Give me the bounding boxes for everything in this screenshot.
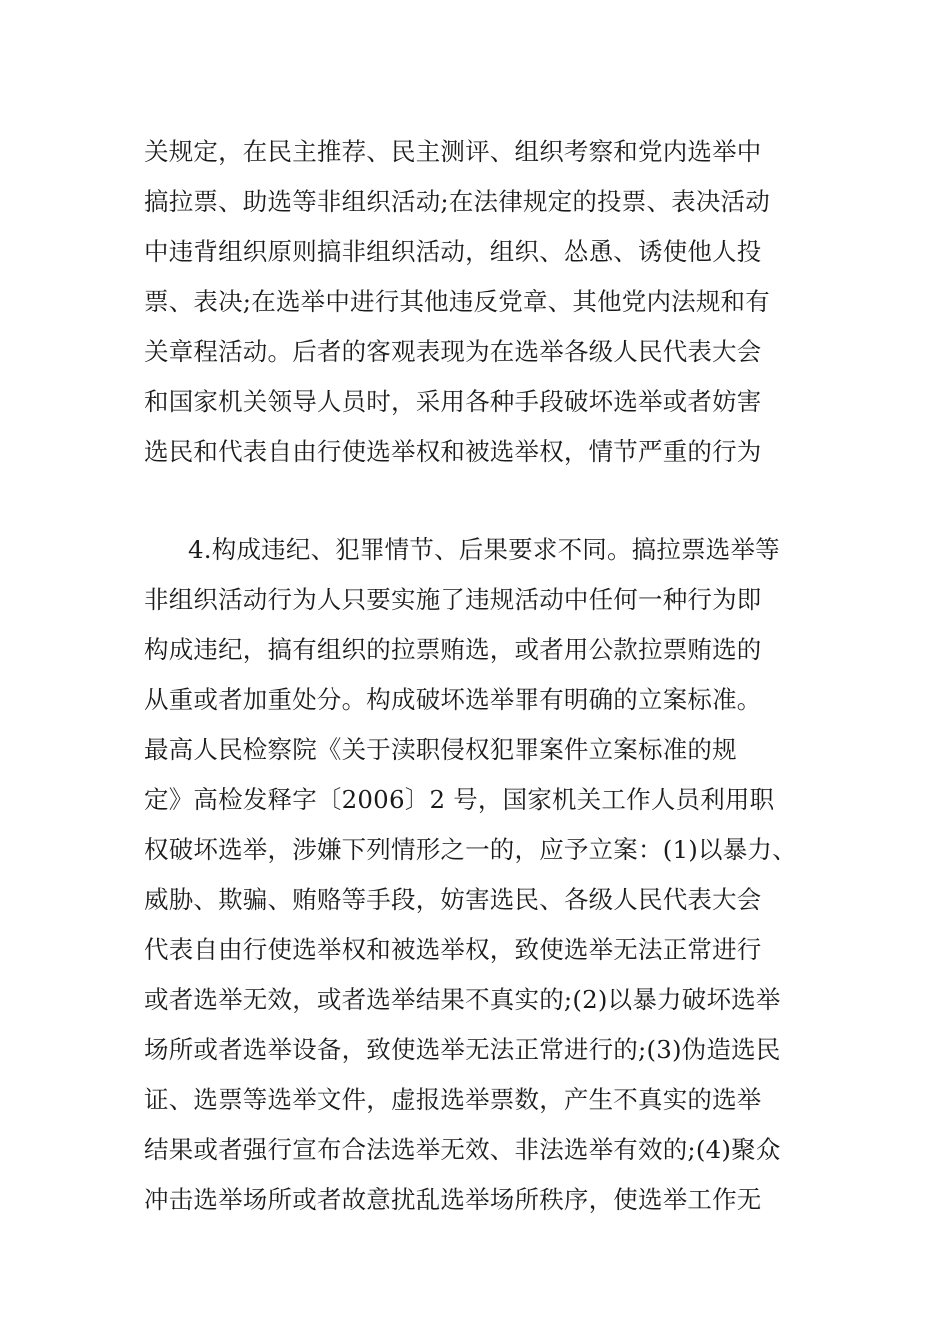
paragraph-1-line-6: 和国家机关领导人员时，采用各种手段破坏选举或者妨害	[144, 387, 762, 416]
paragraph-2-line-11: 场所或者选举设备，致使选举无法正常进行的;(3)伪造选民	[144, 1035, 781, 1064]
paragraph-2-line-12: 证、选票等选举文件，虚报选举票数，产生不真实的选举	[144, 1085, 762, 1114]
paragraph-2-line-14: 冲击选举场所或者故意扰乱选举场所秩序，使选举工作无	[144, 1185, 762, 1214]
paragraph-1-line-4: 票、表决;在选举中进行其他违反党章、其他党内法规和有	[144, 287, 770, 316]
paragraph-2-line-13: 结果或者强行宣布合法选举无效、非法选举有效的;(4)聚众	[144, 1135, 781, 1164]
paragraph-2-line-1: 4.构成违纪、犯罪情节、后果要求不同。搞拉票选举等	[188, 535, 780, 564]
paragraph-2-line-6: 定》高检发释字〔2006〕2 号，国家机关工作人员利用职	[144, 785, 775, 814]
paragraph-1-line-3: 中违背组织原则搞非组织活动，组织、怂恿、诱使他人投	[144, 237, 762, 266]
paragraph-1-line-7: 选民和代表自由行使选举权和被选举权，情节严重的行为	[144, 437, 762, 466]
paragraph-2-line-2: 非组织活动行为人只要实施了违规活动中任何一种行为即	[144, 585, 762, 614]
paragraph-1-line-1: 关规定，在民主推荐、民主测评、组织考察和党内选举中	[144, 137, 762, 166]
paragraph-1-line-2: 搞拉票、助选等非组织活动;在法律规定的投票、表决活动	[144, 187, 770, 216]
paragraph-2-line-9: 代表自由行使选举权和被选举权，致使选举无法正常进行	[144, 935, 762, 964]
paragraph-2-line-10: 或者选举无效，或者选举结果不真实的;(2)以暴力破坏选举	[144, 985, 781, 1014]
paragraph-2-line-3: 构成违纪，搞有组织的拉票贿选，或者用公款拉票贿选的	[144, 635, 762, 664]
paragraph-1-line-5: 关章程活动。后者的客观表现为在选举各级人民代表大会	[144, 337, 762, 366]
paragraph-2-line-4: 从重或者加重处分。构成破坏选举罪有明确的立案标准。	[144, 685, 762, 714]
paragraph-2-line-5: 最高人民检察院《关于渎职侵权犯罪案件立案标准的规	[144, 735, 737, 764]
paragraph-2-line-8: 威胁、欺骗、贿赂等手段，妨害选民、各级人民代表大会	[144, 885, 762, 914]
paragraph-2-line-7: 权破坏选举，涉嫌下列情形之一的，应予立案：(1)以暴力、	[144, 835, 797, 864]
